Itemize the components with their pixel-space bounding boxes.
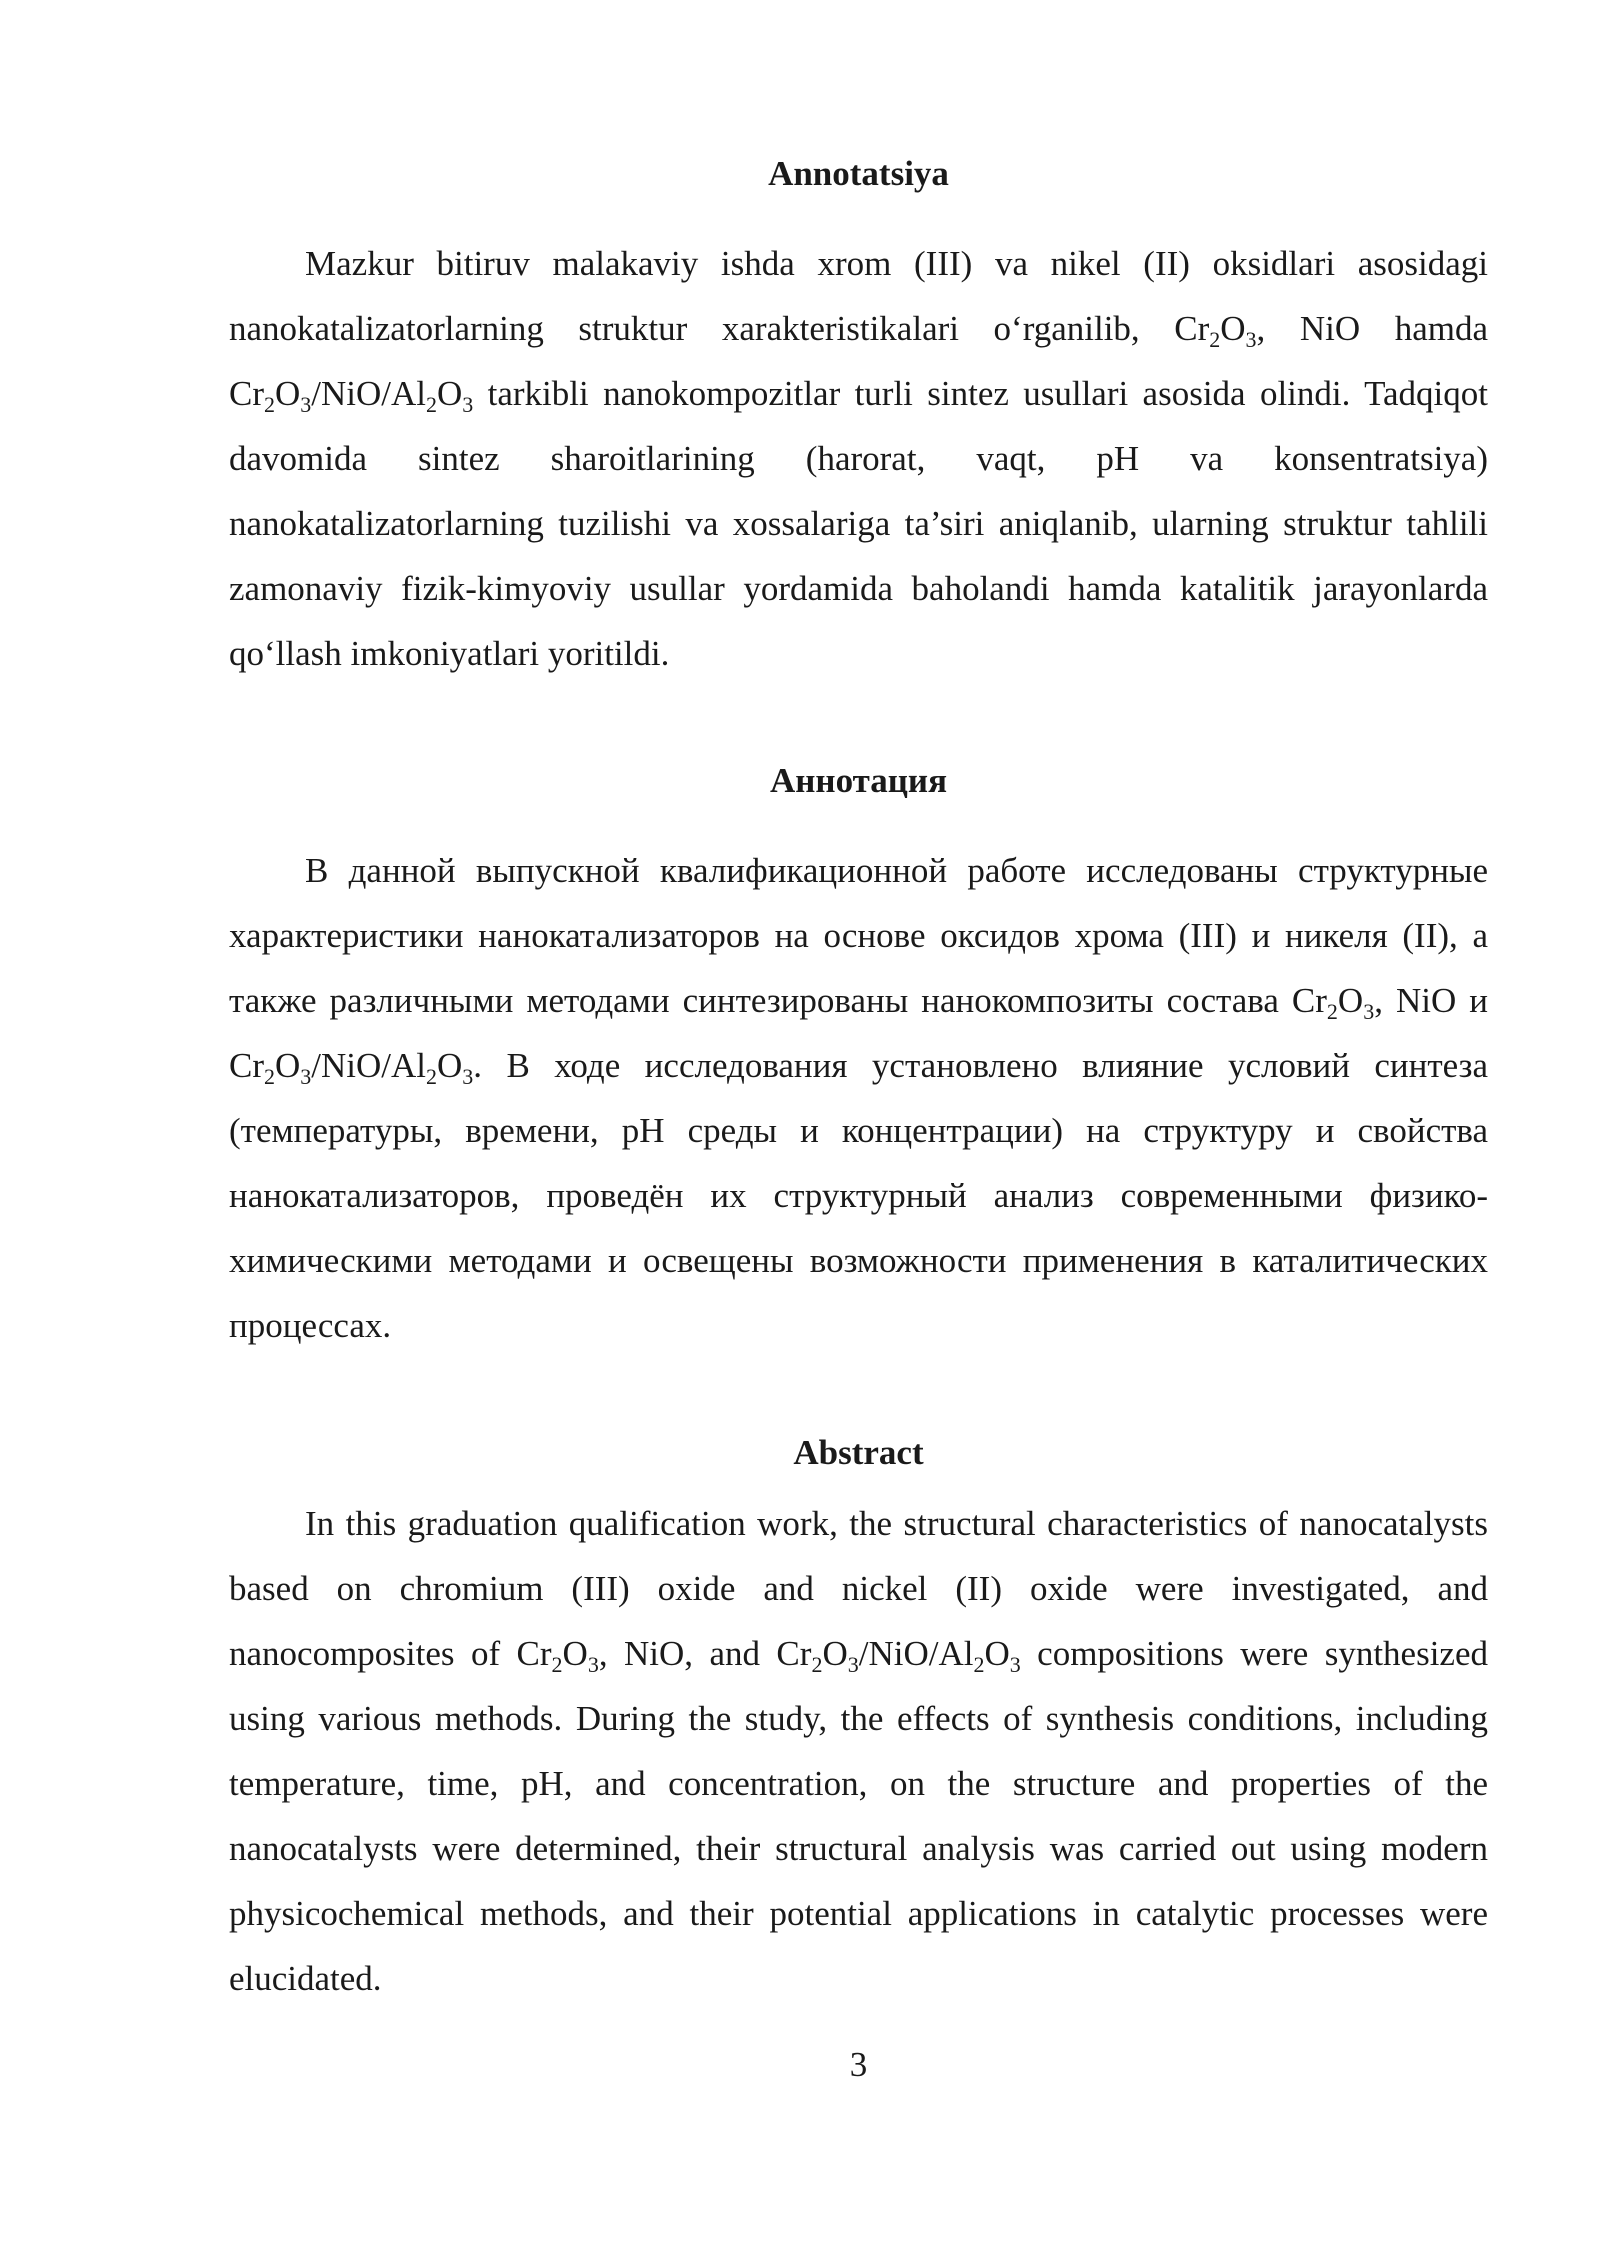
subscript: 3 bbox=[462, 1064, 474, 1089]
subscript: 2 bbox=[1326, 999, 1338, 1024]
subscript: 3 bbox=[1363, 999, 1375, 1024]
subscript: 3 bbox=[300, 392, 312, 417]
text-run: In this graduation qualification work, the structural characteristics of nanocatalysts based on chromium (III) oxide and nickel (II) oxide were investigated, and nanocomposites of Cr bbox=[229, 1504, 1488, 1673]
heading-annotatsiya: Annotatsiya bbox=[768, 154, 949, 193]
heading-annotatsiya-ru: Аннотация bbox=[769, 761, 948, 800]
heading-abstract: Abstract bbox=[793, 1433, 924, 1472]
subscript: 2 bbox=[1209, 327, 1221, 352]
paragraph-uzbek bbox=[229, 231, 1488, 686]
text-run: tarkibli nanokompozitlar turli sintez usullari asosida olindi. Tadqiqot davomida sintez sharoitlarining (harorat, vaqt, pH va konsentratsiya) nanokatalizatorlarning tuzilishi va xossalariga ta’siri aniqlanib, ularning struktur tahlili zamonaviy fizik-kimyoviy usullar yordamida baholandi hamda katalitik jarayonlarda qo‘llash imkoniyatlari yoritildi. bbox=[229, 374, 1488, 673]
text-run: O bbox=[1220, 309, 1246, 348]
text-run: O bbox=[437, 1046, 463, 1085]
subscript: 3 bbox=[1245, 327, 1257, 352]
text-run: , NiO hamda Cr bbox=[229, 309, 1489, 413]
text-run: O bbox=[1337, 981, 1364, 1020]
subscript: 3 bbox=[300, 1064, 312, 1089]
subscript: 3 bbox=[462, 392, 474, 417]
subscript: 2 bbox=[426, 392, 438, 417]
subscript: 2 bbox=[973, 1652, 985, 1677]
text-run: /NiO/Al bbox=[311, 1046, 427, 1085]
subscript: 2 bbox=[811, 1652, 823, 1677]
text-run: , NiO и Cr bbox=[229, 981, 1488, 1085]
section-russian bbox=[229, 838, 1488, 1358]
text-run: . В ходе исследования установлено влияние условий синтеза (температуры, времени, pH среды и концентрации) на структуру и свойства нанокатализаторов, проведён их структурный анализ современными физико-химическими методами и освещены возможности применения в каталитических процессах. bbox=[229, 1046, 1488, 1345]
text-run: O bbox=[984, 1634, 1010, 1673]
text-run: O bbox=[275, 1046, 301, 1085]
text-run: O bbox=[275, 374, 301, 413]
subscript: 2 bbox=[264, 392, 275, 417]
subscript: 3 bbox=[847, 1652, 859, 1677]
subscript: 3 bbox=[1009, 1652, 1021, 1677]
text-run: O bbox=[562, 1634, 588, 1673]
text-run: В данной выпускной квалификационной работе исследованы структурные характеристики нанокатализаторов на основе оксидов хрома (III) и никеля (II), а также различными методами синтезированы нанокомпозиты состава Cr bbox=[229, 851, 1488, 1020]
text-run: , NiO, and Cr bbox=[598, 1634, 812, 1673]
subscript: 3 bbox=[587, 1652, 599, 1677]
text-run: O bbox=[822, 1634, 848, 1673]
text-run: O bbox=[437, 374, 463, 413]
text-run: Mazkur bitiruv malakaviy ishda xrom (III) va nikel (II) oksidlari asosidagi nanokatalizatorlarning struktur xarakteristikalari o‘rganilib, Cr bbox=[229, 244, 1488, 348]
text-run: /NiO/Al bbox=[858, 1634, 974, 1673]
text-run: compositions were synthesized using various methods. During the study, the effects of synthesis conditions, including temperature, time, pH, and concentration, on the structure and properties of the nanocatalysts were determined, their structural analysis was carried out using modern physicochemical methods, and their potential applications in catalytic processes were elucidated. bbox=[229, 1634, 1488, 1998]
section-uzbek bbox=[229, 231, 1488, 686]
section-english bbox=[229, 1491, 1488, 2011]
paragraph-russian bbox=[229, 838, 1488, 1358]
subscript: 2 bbox=[264, 1064, 275, 1089]
page-number: 3 bbox=[849, 2045, 868, 2084]
subscript: 2 bbox=[551, 1652, 563, 1677]
subscript: 2 bbox=[426, 1064, 438, 1089]
paragraph-english bbox=[229, 1491, 1488, 2011]
text-run: /NiO/Al bbox=[311, 374, 427, 413]
